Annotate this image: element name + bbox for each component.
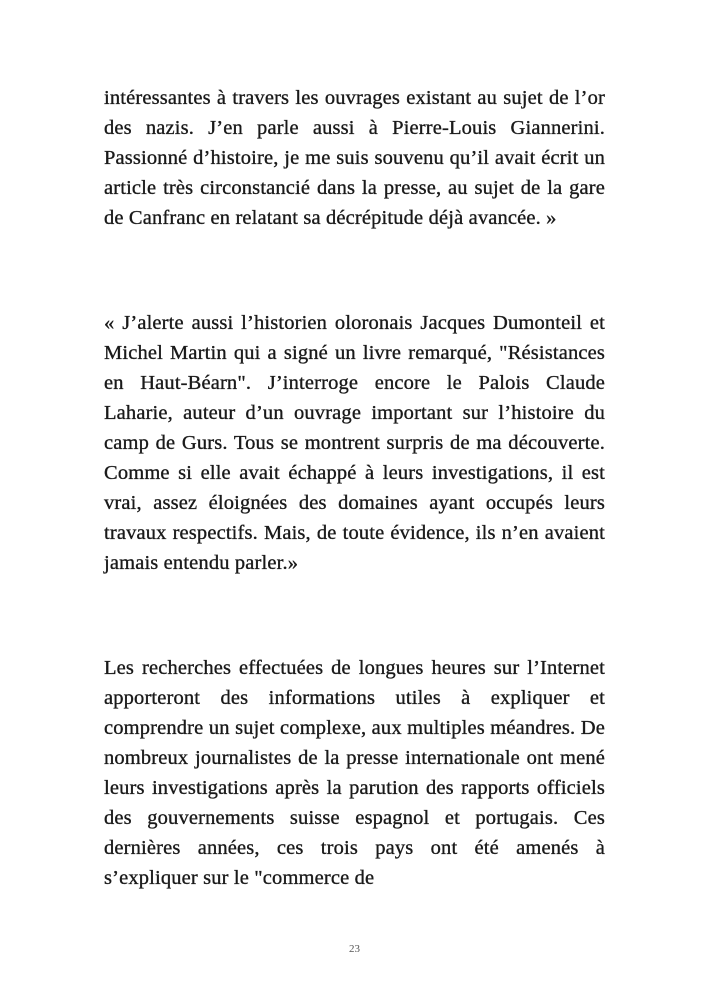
paragraph-research: Les recherches effectuées de longues heures sur l’Internet apporteront des informations utiles à expliquer et comprendre un sujet complexe, aux multiples méandres. De nombreux journalistes de la presse internationale ont mené leurs investigations après la parution des rapports officiels des gouvernements suisse espagnol et portugais. Ces dernières années, ces trois pays ont été amenés à s’expliquer sur le "commerce de — [104, 657, 605, 889]
paragraph-continuation: intéressantes à travers les ouvrages existant au sujet de l’or des nazis. J’en parle aussi à Pierre-Louis Giannerini. Passionné d’histoire, je me suis souvenu qu’il avait écrit un article très circonstancié dans la presse, au sujet de la gare de Canfranc en relatant sa décrépitude déjà avancée. » — [104, 87, 605, 229]
paragraph-quote: « J’alerte aussi l’historien oloronais Jacques Dumonteil et Michel Martin qui a signé un livre remarqué, "Résistances en Haut-Béarn". J’interroge encore le Palois Claude Laharie, auteur d’un ouvrage important sur l’histoire du camp de Gurs. Tous se montrent surpris de ma découverte. Comme si elle avait échappé à leurs investigations, il est vrai, assez éloignées des domaines ayant occupés leurs travaux respectifs. Mais, de toute évidence, ils n’en avaient jamais entendu parler.» — [104, 312, 605, 574]
page-number: 23 — [349, 943, 360, 955]
